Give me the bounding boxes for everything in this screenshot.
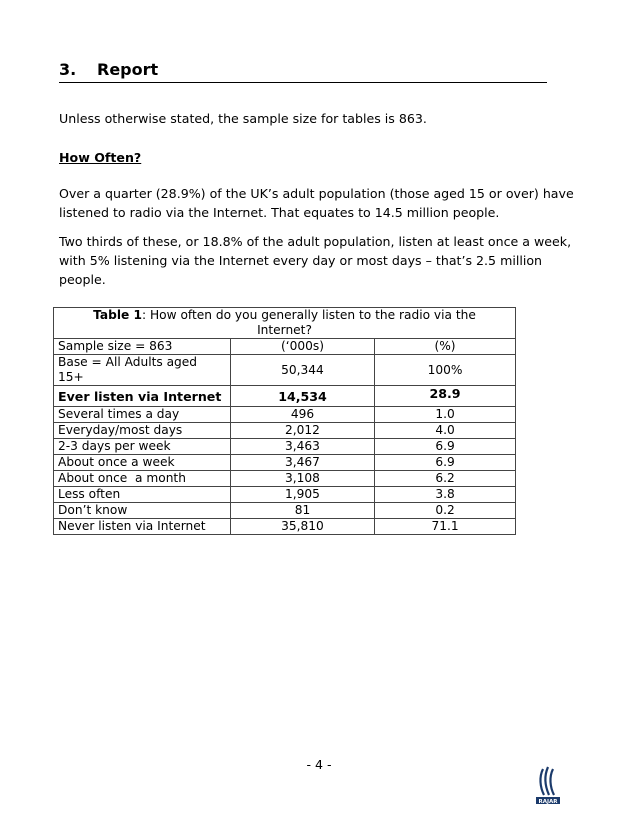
header-col-2: (%) (375, 339, 516, 355)
paragraph-2-line-2: with 5% listening via the Internet every day or most days – that’s 2.5 million (59, 253, 543, 268)
row-col-1: 3,467 (231, 455, 375, 471)
page-number: - 4 - (306, 757, 332, 772)
table-caption-label: Table 1 (93, 308, 143, 322)
table-row (54, 471, 516, 487)
intro-text: Unless otherwise stated, the sample size for tables is 863. (59, 111, 427, 126)
logo-text: RAJAR (538, 799, 558, 805)
row-col-2: 4.0 (375, 423, 516, 439)
row-col-2: 3.8 (375, 487, 516, 503)
table-row (54, 423, 516, 439)
table-header-row (54, 339, 516, 355)
paragraph-2 (59, 232, 589, 289)
row-col-1: 3,463 (231, 439, 375, 455)
table-row (54, 487, 516, 503)
row-col-2: 1.0 (375, 407, 516, 423)
table-row (54, 455, 516, 471)
base-label-line-2: 15+ (58, 370, 84, 384)
row-col-1: 496 (231, 407, 375, 423)
data-table (53, 307, 516, 535)
row-col-2: 6.2 (375, 471, 516, 487)
row-col-1: 35,810 (231, 519, 375, 535)
row-col-2: 0.2 (375, 503, 516, 519)
row-label: Less often (54, 487, 231, 503)
row-col-2: 6.9 (375, 439, 516, 455)
section-number: 3. (59, 60, 77, 79)
ever-col-2: 28.9 (375, 386, 516, 407)
row-label: About once a month (54, 471, 231, 487)
rajar-logo-icon (535, 765, 561, 805)
paragraph-1-line-1: Over a quarter (28.9%) of the UK’s adult population (those aged 15 or over) have (59, 186, 574, 201)
row-label: 2-3 days per week (54, 439, 231, 455)
section-heading (59, 60, 547, 83)
ever-label: Ever listen via Internet (54, 386, 231, 407)
table-ever-row (54, 386, 516, 407)
row-col-1: 3,108 (231, 471, 375, 487)
section-title: Report (97, 60, 159, 79)
subheading: How Often? (59, 150, 142, 165)
row-label: About once a week (54, 455, 231, 471)
table-caption (54, 308, 516, 339)
paragraph-2-line-3: people. (59, 272, 106, 287)
table-caption-row (54, 308, 516, 339)
table-row (54, 519, 516, 535)
header-label: Sample size = 863 (54, 339, 231, 355)
rajar-logo-graphic (535, 765, 561, 805)
table-row (54, 407, 516, 423)
row-col-2: 71.1 (375, 519, 516, 535)
base-col-1: 50,344 (231, 355, 375, 386)
row-label: Everyday/most days (54, 423, 231, 439)
paragraph-1 (59, 184, 589, 222)
table-row (54, 439, 516, 455)
row-col-1: 2,012 (231, 423, 375, 439)
row-col-2: 6.9 (375, 455, 516, 471)
row-label: Several times a day (54, 407, 231, 423)
paragraph-1-line-2: listened to radio via the Internet. That equates to 14.5 million people. (59, 205, 500, 220)
table-caption-line-2: Internet? (257, 323, 312, 337)
table-row (54, 503, 516, 519)
row-label: Never listen via Internet (54, 519, 231, 535)
row-col-1: 81 (231, 503, 375, 519)
table-base-row (54, 355, 516, 386)
base-label (54, 355, 231, 386)
table-caption-text: : How often do you generally listen to the radio via the (142, 308, 476, 322)
base-label-line-1: Base = All Adults aged (58, 355, 198, 369)
header-col-1: (‘000s) (231, 339, 375, 355)
row-label: Don’t know (54, 503, 231, 519)
row-col-1: 1,905 (231, 487, 375, 503)
paragraph-2-line-1: Two thirds of these, or 18.8% of the adult population, listen at least once a week, (59, 234, 572, 249)
ever-col-1: 14,534 (231, 386, 375, 407)
base-col-2: 100% (375, 355, 516, 386)
